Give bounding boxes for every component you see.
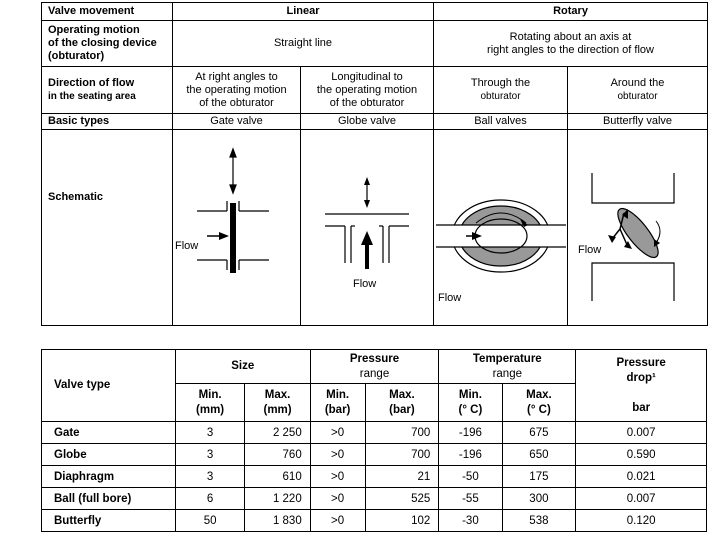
header-line: range xyxy=(359,367,390,380)
valve-type-cell: Ball (full bore) xyxy=(42,488,176,510)
rotary-header: Rotary xyxy=(434,3,708,21)
size-max-cell: 760 xyxy=(245,444,310,466)
pressure-drop-cell: 0.120 xyxy=(576,510,707,532)
flow-label: Flow xyxy=(438,291,462,304)
ball-schematic xyxy=(434,130,568,326)
direction-label xyxy=(42,67,173,114)
text-line: obturator xyxy=(480,91,521,102)
schematic-row xyxy=(42,130,708,326)
max-label: Max. xyxy=(389,388,415,401)
min-label: Min. xyxy=(458,388,482,401)
table-row xyxy=(42,466,707,488)
table-row xyxy=(42,422,707,444)
globe-valve-diagram xyxy=(303,133,431,323)
pressure-max-cell: 700 xyxy=(365,444,439,466)
valve-classification-table xyxy=(41,2,708,326)
table-row xyxy=(42,510,707,532)
temp-min-header xyxy=(439,384,502,422)
header-line: range xyxy=(492,367,522,380)
unit-degc: (° C) xyxy=(527,403,551,416)
type-ball: Ball valves xyxy=(434,114,568,130)
pressure-drop-header xyxy=(576,350,707,422)
operating-motion-row xyxy=(42,21,708,67)
direction-globe xyxy=(301,67,434,114)
unit-bar: (bar) xyxy=(389,403,415,416)
pressure-max-cell: 102 xyxy=(365,510,439,532)
butterfly-valve-diagram xyxy=(570,133,706,323)
max-label: Max. xyxy=(526,388,552,401)
size-min-cell: 50 xyxy=(175,510,245,532)
temp-max-cell: 650 xyxy=(502,444,576,466)
pressure-min-cell: >0 xyxy=(310,444,365,466)
table-row xyxy=(42,488,707,510)
min-label: Min. xyxy=(198,388,222,401)
temp-max-header xyxy=(502,384,576,422)
text-line: of the obturator xyxy=(329,96,405,109)
flow-label: Flow xyxy=(175,239,199,252)
text-line: Through the xyxy=(470,77,531,89)
pressure-drop-cell: 0.007 xyxy=(576,488,707,510)
valve-type-cell: Gate xyxy=(42,422,176,444)
pressure-drop-cell: 0.007 xyxy=(576,422,707,444)
flow-label: Flow xyxy=(353,277,377,290)
temp-min-cell: -55 xyxy=(439,488,502,510)
temp-min-cell: -196 xyxy=(439,422,502,444)
type-globe: Globe valve xyxy=(301,114,434,130)
temp-max-cell: 675 xyxy=(502,422,576,444)
pressure-drop-cell: 0.590 xyxy=(576,444,707,466)
header-line: drop¹ xyxy=(626,371,656,384)
text-line: At right angles to xyxy=(195,70,278,83)
valve-type-cell: Globe xyxy=(42,444,176,466)
movement-row xyxy=(42,3,708,21)
unit-mm: (mm) xyxy=(263,403,292,416)
flow-label: Flow xyxy=(578,243,602,256)
text-line: Rotating about an axis at xyxy=(509,30,632,43)
pressure-min-cell: >0 xyxy=(310,510,365,532)
butterfly-schematic xyxy=(568,130,708,326)
pressure-min-cell: >0 xyxy=(310,422,365,444)
globe-schematic xyxy=(301,130,434,326)
direction-row xyxy=(42,67,708,114)
size-min-cell: 3 xyxy=(175,444,245,466)
temp-max-cell: 538 xyxy=(502,510,576,532)
temp-min-cell: -50 xyxy=(439,466,502,488)
direction-ball xyxy=(434,67,568,114)
header-line: Pressure xyxy=(349,352,400,365)
max-label: Max. xyxy=(264,388,291,401)
gate-schematic xyxy=(173,130,301,326)
text-line: of the obturator xyxy=(199,96,274,109)
text-line: Around the xyxy=(610,77,665,89)
ball-valve-diagram xyxy=(436,133,566,323)
basic-types-row xyxy=(42,114,708,130)
valve-type-cell: Butterfly xyxy=(42,510,176,532)
schematic-label: Schematic xyxy=(42,130,173,326)
straight-line-cell: Straight line xyxy=(173,21,434,67)
text-line: the operating motion xyxy=(316,83,418,96)
type-butterfly: Butterfly valve xyxy=(568,114,708,130)
unit-mm: (mm) xyxy=(196,403,225,416)
size-max-header xyxy=(245,384,310,422)
pressure-drop-cell: 0.021 xyxy=(576,466,707,488)
text-line: Longitudinal to xyxy=(331,70,403,83)
label-line: in the seating area xyxy=(48,91,136,102)
label-line: Direction of flow xyxy=(48,77,135,89)
table-row xyxy=(42,444,707,466)
label-line: (obturator) xyxy=(48,50,105,62)
type-gate: Gate valve xyxy=(173,114,301,130)
unit-bar: (bar) xyxy=(324,403,351,416)
operating-motion-label xyxy=(42,21,173,67)
size-max-cell: 1 220 xyxy=(245,488,310,510)
temp-min-cell: -30 xyxy=(439,510,502,532)
basic-types-label: Basic types xyxy=(42,114,173,130)
valve-type-cell: Diaphragm xyxy=(42,466,176,488)
gate-valve-diagram xyxy=(175,133,299,323)
size-max-cell: 2 250 xyxy=(245,422,310,444)
valve-type-header: Valve type xyxy=(42,350,176,422)
pressure-range-header xyxy=(310,350,439,384)
size-max-cell: 1 830 xyxy=(245,510,310,532)
text-line: right angles to the direction of flow xyxy=(487,43,654,56)
direction-butterfly xyxy=(568,67,708,114)
size-min-cell: 3 xyxy=(175,422,245,444)
pressure-max-cell: 21 xyxy=(365,466,439,488)
rotating-cell xyxy=(434,21,708,67)
pressure-max-cell: 700 xyxy=(365,422,439,444)
text-line: the operating motion xyxy=(186,83,287,96)
valve-data-table xyxy=(41,349,707,532)
pressure-min-header xyxy=(310,384,365,422)
size-min-cell: 6 xyxy=(175,488,245,510)
temp-max-cell: 300 xyxy=(502,488,576,510)
unit-bar: bar xyxy=(632,401,651,414)
size-header: Size xyxy=(175,350,310,384)
temp-min-cell: -196 xyxy=(439,444,502,466)
pressure-min-cell: >0 xyxy=(310,466,365,488)
text-line: obturator xyxy=(617,91,658,102)
temperature-range-header xyxy=(439,350,576,384)
min-label: Min. xyxy=(326,388,350,401)
pressure-max-cell: 525 xyxy=(365,488,439,510)
header-line: Pressure xyxy=(616,356,666,369)
label-line: of the closing device xyxy=(48,37,157,49)
direction-gate xyxy=(173,67,301,114)
linear-header: Linear xyxy=(173,3,434,21)
pressure-max-header xyxy=(365,384,439,422)
header-line: Temperature xyxy=(472,352,542,365)
size-min-header xyxy=(175,384,245,422)
unit-degc: (° C) xyxy=(458,403,483,416)
valve-movement-label: Valve movement xyxy=(42,3,173,21)
label-line: Operating motion xyxy=(48,24,140,36)
header-row-1 xyxy=(42,350,707,384)
size-min-cell: 3 xyxy=(175,466,245,488)
size-max-cell: 610 xyxy=(245,466,310,488)
temp-max-cell: 175 xyxy=(502,466,576,488)
pressure-min-cell: >0 xyxy=(310,488,365,510)
